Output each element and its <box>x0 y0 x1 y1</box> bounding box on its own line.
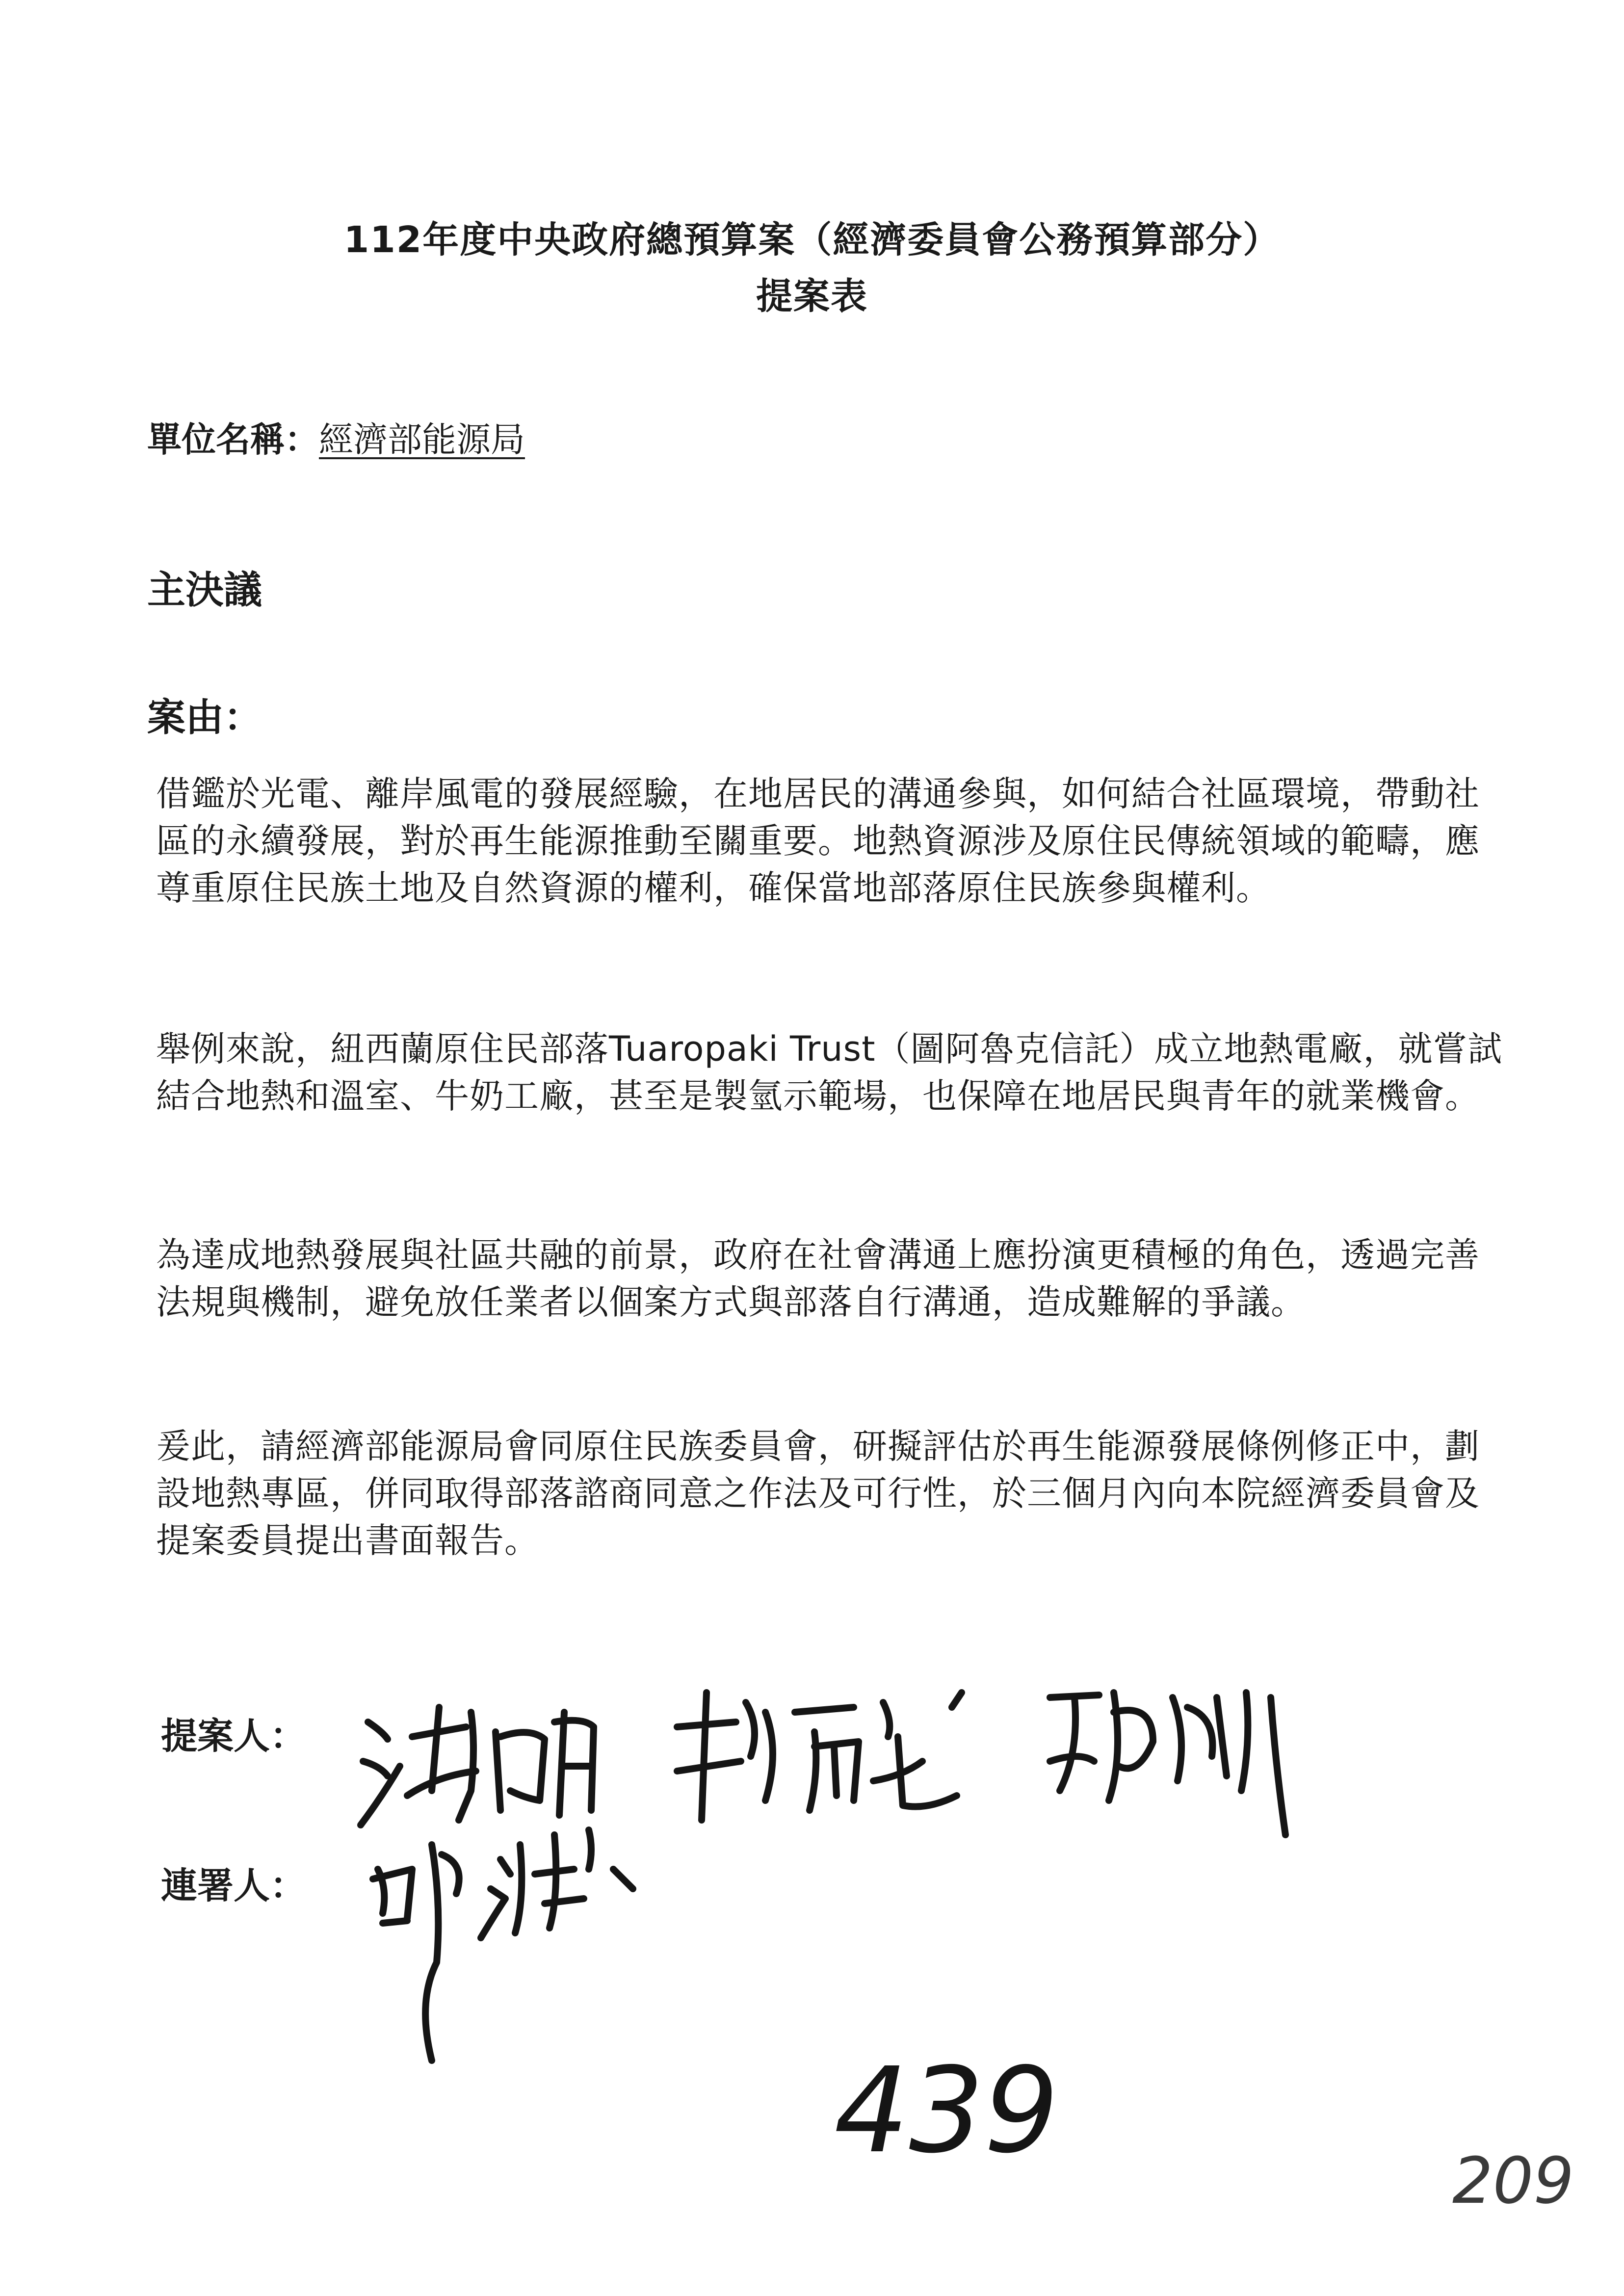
cosigner-signature <box>358 1815 662 2070</box>
reason-paragraph-3: 為達成地熱發展與社區共融的前景，政府在社會溝通上應扮演更積極的角色，透過完善法規與機制，避免放任業者以個案方式與部落自行溝通，造成難解的爭議。 <box>156 1235 1480 1322</box>
page-number-corner <box>1452 2143 1609 2232</box>
resolution-heading: 主決議 <box>147 568 262 612</box>
reason-paragraph-1: 借鑑於光電、離岸風電的發展經驗，在地居民的溝通參與，如何結合社區環境，帶動社區的永續發展，對於再生能源推動至關重要。地熱資源涉及原住民傳統領域的範疇，應尊重原住民族土地及自然資源的權利，確保當地部落原住民族參與權利。 <box>156 774 1480 908</box>
unit-row <box>147 412 525 462</box>
proposer-signature-2 <box>667 1683 971 1835</box>
reason-heading: 案由： <box>147 696 262 740</box>
proposer-label: 提案人： <box>161 1715 306 1757</box>
page-number-main-text: 439 <box>834 2042 1059 2179</box>
page-number-corner-text: 209 <box>1452 2143 1574 2218</box>
reason-paragraph-4: 爰此，請經濟部能源局會同原住民族委員會，研擬評估於再生能源發展條例修正中，劃設地熱專區，併同取得部落諮商同意之作法及可行性，於三個月內向本院經濟委員會及提案委員提出書面報告。 <box>156 1426 1480 1561</box>
unit-value: 經濟部能源局 <box>319 419 525 460</box>
document-subtitle: 提案表 <box>756 275 868 317</box>
unit-label: 單位名稱： <box>147 419 319 460</box>
cosigner-label: 連署人： <box>161 1865 306 1907</box>
page-number-main <box>834 2042 1059 2179</box>
document-title: 112年度中央政府總預算案（經濟委員會公務預算部分） <box>343 219 1281 261</box>
reason-paragraph-2: 舉例來說，紐西蘭原住民部落Tuaropaki Trust（圖阿魯克信託）成立地熱電廠，就嘗試結合地熱和溫室、牛奶工廠，甚至是製氫示範場，也保障在地居民與青年的就業機會。 <box>156 1029 1503 1116</box>
proposer-signature-3 <box>1040 1678 1315 1840</box>
